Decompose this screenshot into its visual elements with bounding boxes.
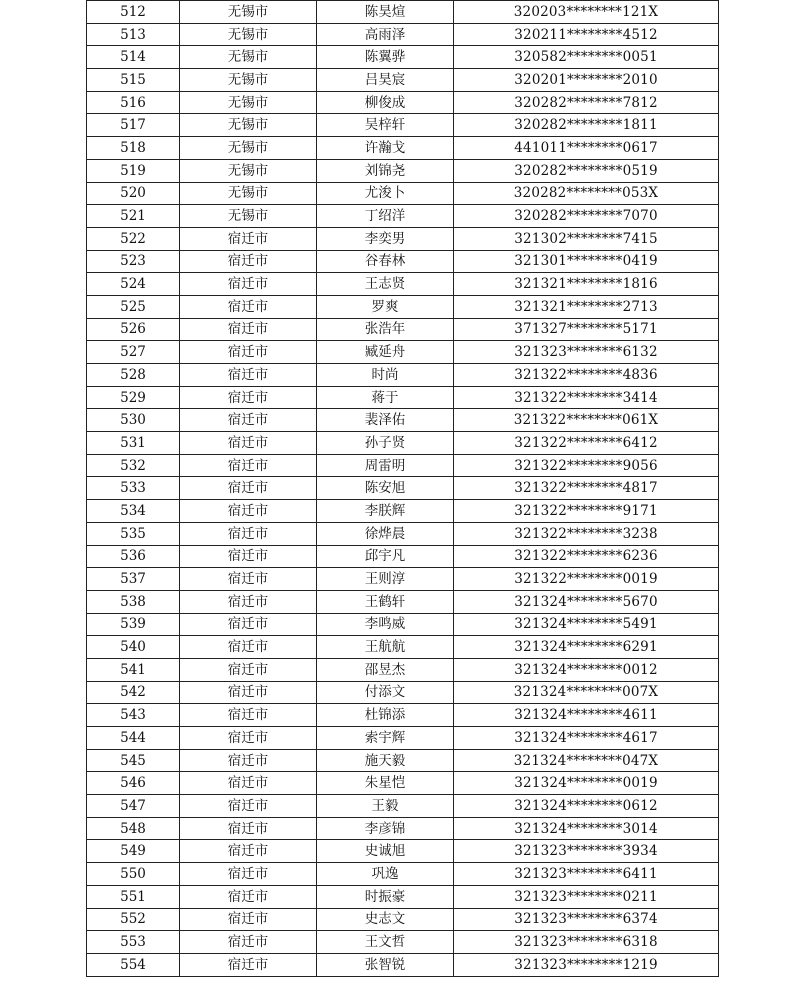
table-row <box>87 227 719 250</box>
table-row <box>87 364 719 387</box>
row-number-cell: 545 <box>87 749 180 772</box>
row-number-cell: 517 <box>87 114 180 137</box>
name-cell: 施天毅 <box>317 749 454 772</box>
name-cell: 蒋于 <box>317 386 454 409</box>
table-row <box>87 681 719 704</box>
table-row <box>87 46 719 69</box>
city-cell: 宿迁市 <box>180 545 317 568</box>
table-row <box>87 795 719 818</box>
table-row <box>87 386 719 409</box>
table-row <box>87 522 719 545</box>
table-row <box>87 454 719 477</box>
name-cell: 杜锦添 <box>317 704 454 727</box>
table-row <box>87 114 719 137</box>
row-number-cell: 550 <box>87 863 180 886</box>
city-cell: 宿迁市 <box>180 885 317 908</box>
name-cell: 陈翼骅 <box>317 46 454 69</box>
id-number-cell: 371327********5171 <box>454 318 719 341</box>
row-number-cell: 540 <box>87 636 180 659</box>
row-number-cell: 526 <box>87 318 180 341</box>
id-number-cell: 320211********4512 <box>454 23 719 46</box>
name-cell: 史诚旭 <box>317 840 454 863</box>
id-number-cell: 320282********053X <box>454 182 719 205</box>
city-cell: 无锡市 <box>180 182 317 205</box>
row-number-cell: 520 <box>87 182 180 205</box>
table-row <box>87 590 719 613</box>
table-row <box>87 545 719 568</box>
city-cell: 无锡市 <box>180 91 317 114</box>
city-cell: 无锡市 <box>180 137 317 160</box>
table-row <box>87 273 719 296</box>
id-number-cell: 321324********6291 <box>454 636 719 659</box>
city-cell: 宿迁市 <box>180 636 317 659</box>
name-cell: 王志贤 <box>317 273 454 296</box>
row-number-cell: 512 <box>87 1 180 24</box>
id-number-cell: 321324********5670 <box>454 590 719 613</box>
id-number-cell: 321322********6236 <box>454 545 719 568</box>
city-cell: 无锡市 <box>180 1 317 24</box>
row-number-cell: 521 <box>87 205 180 228</box>
row-number-cell: 513 <box>87 23 180 46</box>
name-cell: 罗爽 <box>317 295 454 318</box>
city-cell: 无锡市 <box>180 69 317 92</box>
name-cell: 时尚 <box>317 364 454 387</box>
id-number-cell: 321323********0211 <box>454 885 719 908</box>
city-cell: 宿迁市 <box>180 454 317 477</box>
id-number-cell: 321322********9056 <box>454 454 719 477</box>
row-number-cell: 553 <box>87 931 180 954</box>
table-row <box>87 727 719 750</box>
name-cell: 臧延舟 <box>317 341 454 364</box>
table-row <box>87 295 719 318</box>
table-row <box>87 704 719 727</box>
id-number-cell: 321322********4836 <box>454 364 719 387</box>
row-number-cell: 538 <box>87 590 180 613</box>
table-row <box>87 69 719 92</box>
id-number-cell: 321324********0012 <box>454 658 719 681</box>
name-cell: 李朕辉 <box>317 500 454 523</box>
row-number-cell: 544 <box>87 727 180 750</box>
name-cell: 许瀚戈 <box>317 137 454 160</box>
city-cell: 宿迁市 <box>180 386 317 409</box>
table-row <box>87 885 719 908</box>
id-number-cell: 320203********121X <box>454 1 719 24</box>
name-cell: 索宇辉 <box>317 727 454 750</box>
id-number-cell: 321324********5491 <box>454 613 719 636</box>
table-row <box>87 23 719 46</box>
row-number-cell: 548 <box>87 817 180 840</box>
name-cell: 徐烨晨 <box>317 522 454 545</box>
row-number-cell: 519 <box>87 159 180 182</box>
table-row <box>87 500 719 523</box>
row-number-cell: 523 <box>87 250 180 273</box>
id-number-cell: 321324********4617 <box>454 727 719 750</box>
city-cell: 宿迁市 <box>180 295 317 318</box>
city-cell: 宿迁市 <box>180 500 317 523</box>
city-cell: 宿迁市 <box>180 681 317 704</box>
id-number-cell: 321322********4817 <box>454 477 719 500</box>
id-number-cell: 321324********3014 <box>454 817 719 840</box>
row-number-cell: 543 <box>87 704 180 727</box>
row-number-cell: 533 <box>87 477 180 500</box>
name-cell: 尤浚卜 <box>317 182 454 205</box>
city-cell: 无锡市 <box>180 205 317 228</box>
row-number-cell: 522 <box>87 227 180 250</box>
name-cell: 张智锐 <box>317 953 454 976</box>
table-row <box>87 772 719 795</box>
table-row <box>87 477 719 500</box>
row-number-cell: 518 <box>87 137 180 160</box>
name-cell: 高雨泽 <box>317 23 454 46</box>
name-cell: 吴梓轩 <box>317 114 454 137</box>
name-cell: 王毅 <box>317 795 454 818</box>
id-number-cell: 321321********2713 <box>454 295 719 318</box>
city-cell: 宿迁市 <box>180 727 317 750</box>
table-row <box>87 318 719 341</box>
city-cell: 宿迁市 <box>180 817 317 840</box>
city-cell: 无锡市 <box>180 159 317 182</box>
city-cell: 宿迁市 <box>180 908 317 931</box>
city-cell: 宿迁市 <box>180 704 317 727</box>
table-row <box>87 205 719 228</box>
city-cell: 宿迁市 <box>180 250 317 273</box>
row-number-cell: 549 <box>87 840 180 863</box>
id-number-cell: 321322********9171 <box>454 500 719 523</box>
table-row <box>87 749 719 772</box>
name-cell: 时振豪 <box>317 885 454 908</box>
id-number-cell: 321322********0019 <box>454 568 719 591</box>
name-cell: 丁绍洋 <box>317 205 454 228</box>
city-cell: 无锡市 <box>180 23 317 46</box>
row-number-cell: 524 <box>87 273 180 296</box>
city-cell: 宿迁市 <box>180 568 317 591</box>
name-cell: 朱星恺 <box>317 772 454 795</box>
row-number-cell: 546 <box>87 772 180 795</box>
table-row <box>87 636 719 659</box>
row-number-cell: 528 <box>87 364 180 387</box>
id-number-cell: 321323********6132 <box>454 341 719 364</box>
table-row <box>87 341 719 364</box>
city-cell: 宿迁市 <box>180 522 317 545</box>
id-number-cell: 321323********6318 <box>454 931 719 954</box>
name-cell: 孙子贤 <box>317 432 454 455</box>
name-cell: 李鸣威 <box>317 613 454 636</box>
id-number-cell: 321301********0419 <box>454 250 719 273</box>
row-number-cell: 551 <box>87 885 180 908</box>
name-cell: 柳俊成 <box>317 91 454 114</box>
row-number-cell: 535 <box>87 522 180 545</box>
name-cell: 邱宇凡 <box>317 545 454 568</box>
table-row <box>87 432 719 455</box>
name-cell: 王航航 <box>317 636 454 659</box>
city-cell: 宿迁市 <box>180 432 317 455</box>
id-number-cell: 321324********0019 <box>454 772 719 795</box>
id-number-cell: 321302********7415 <box>454 227 719 250</box>
id-number-cell: 321324********0612 <box>454 795 719 818</box>
table-row <box>87 91 719 114</box>
city-cell: 宿迁市 <box>180 613 317 636</box>
city-cell: 宿迁市 <box>180 953 317 976</box>
city-cell: 宿迁市 <box>180 364 317 387</box>
table-row <box>87 137 719 160</box>
id-number-cell: 320201********2010 <box>454 69 719 92</box>
id-number-cell: 320282********7812 <box>454 91 719 114</box>
table-row <box>87 658 719 681</box>
table-row <box>87 182 719 205</box>
id-number-cell: 321324********007X <box>454 681 719 704</box>
city-cell: 无锡市 <box>180 114 317 137</box>
name-cell: 陈安旭 <box>317 477 454 500</box>
roster-table-body <box>87 1 719 977</box>
id-number-cell: 320282********0519 <box>454 159 719 182</box>
name-cell: 裴泽佑 <box>317 409 454 432</box>
row-number-cell: 542 <box>87 681 180 704</box>
name-cell: 邵昱杰 <box>317 658 454 681</box>
name-cell: 周雷明 <box>317 454 454 477</box>
row-number-cell: 541 <box>87 658 180 681</box>
table-row <box>87 409 719 432</box>
row-number-cell: 515 <box>87 69 180 92</box>
id-number-cell: 321323********3934 <box>454 840 719 863</box>
id-number-cell: 321323********6374 <box>454 908 719 931</box>
city-cell: 宿迁市 <box>180 477 317 500</box>
city-cell: 宿迁市 <box>180 931 317 954</box>
table-row <box>87 863 719 886</box>
row-number-cell: 534 <box>87 500 180 523</box>
id-number-cell: 320282********7070 <box>454 205 719 228</box>
id-number-cell: 321324********4611 <box>454 704 719 727</box>
table-row <box>87 953 719 976</box>
row-number-cell: 552 <box>87 908 180 931</box>
id-number-cell: 321321********1816 <box>454 273 719 296</box>
city-cell: 宿迁市 <box>180 273 317 296</box>
row-number-cell: 547 <box>87 795 180 818</box>
id-number-cell: 320582********0051 <box>454 46 719 69</box>
city-cell: 宿迁市 <box>180 795 317 818</box>
table-row <box>87 613 719 636</box>
roster-table <box>86 0 719 977</box>
city-cell: 宿迁市 <box>180 658 317 681</box>
id-number-cell: 321322********6412 <box>454 432 719 455</box>
row-number-cell: 514 <box>87 46 180 69</box>
city-cell: 无锡市 <box>180 46 317 69</box>
row-number-cell: 539 <box>87 613 180 636</box>
id-number-cell: 321323********1219 <box>454 953 719 976</box>
name-cell: 付添文 <box>317 681 454 704</box>
city-cell: 宿迁市 <box>180 590 317 613</box>
row-number-cell: 531 <box>87 432 180 455</box>
id-number-cell: 320282********1811 <box>454 114 719 137</box>
row-number-cell: 532 <box>87 454 180 477</box>
name-cell: 史志文 <box>317 908 454 931</box>
table-row <box>87 1 719 24</box>
name-cell: 巩逸 <box>317 863 454 886</box>
id-number-cell: 441011********0617 <box>454 137 719 160</box>
row-number-cell: 537 <box>87 568 180 591</box>
id-number-cell: 321322********3414 <box>454 386 719 409</box>
name-cell: 吕昊宸 <box>317 69 454 92</box>
name-cell: 王文哲 <box>317 931 454 954</box>
table-row <box>87 817 719 840</box>
table-row <box>87 159 719 182</box>
name-cell: 陈昊煊 <box>317 1 454 24</box>
id-number-cell: 321322********3238 <box>454 522 719 545</box>
id-number-cell: 321322********061X <box>454 409 719 432</box>
name-cell: 王鹤轩 <box>317 590 454 613</box>
id-number-cell: 321323********6411 <box>454 863 719 886</box>
city-cell: 宿迁市 <box>180 318 317 341</box>
name-cell: 李奕男 <box>317 227 454 250</box>
city-cell: 宿迁市 <box>180 772 317 795</box>
city-cell: 宿迁市 <box>180 840 317 863</box>
city-cell: 宿迁市 <box>180 749 317 772</box>
row-number-cell: 536 <box>87 545 180 568</box>
table-row <box>87 250 719 273</box>
roster-sheet <box>86 0 716 977</box>
row-number-cell: 525 <box>87 295 180 318</box>
id-number-cell: 321324********047X <box>454 749 719 772</box>
name-cell: 刘锦尧 <box>317 159 454 182</box>
row-number-cell: 529 <box>87 386 180 409</box>
name-cell: 王则淳 <box>317 568 454 591</box>
table-row <box>87 908 719 931</box>
name-cell: 谷春林 <box>317 250 454 273</box>
city-cell: 宿迁市 <box>180 863 317 886</box>
city-cell: 宿迁市 <box>180 227 317 250</box>
city-cell: 宿迁市 <box>180 341 317 364</box>
city-cell: 宿迁市 <box>180 409 317 432</box>
row-number-cell: 516 <box>87 91 180 114</box>
name-cell: 张浩年 <box>317 318 454 341</box>
table-row <box>87 840 719 863</box>
name-cell: 李彦锦 <box>317 817 454 840</box>
row-number-cell: 554 <box>87 953 180 976</box>
row-number-cell: 527 <box>87 341 180 364</box>
table-row <box>87 568 719 591</box>
table-row <box>87 931 719 954</box>
row-number-cell: 530 <box>87 409 180 432</box>
